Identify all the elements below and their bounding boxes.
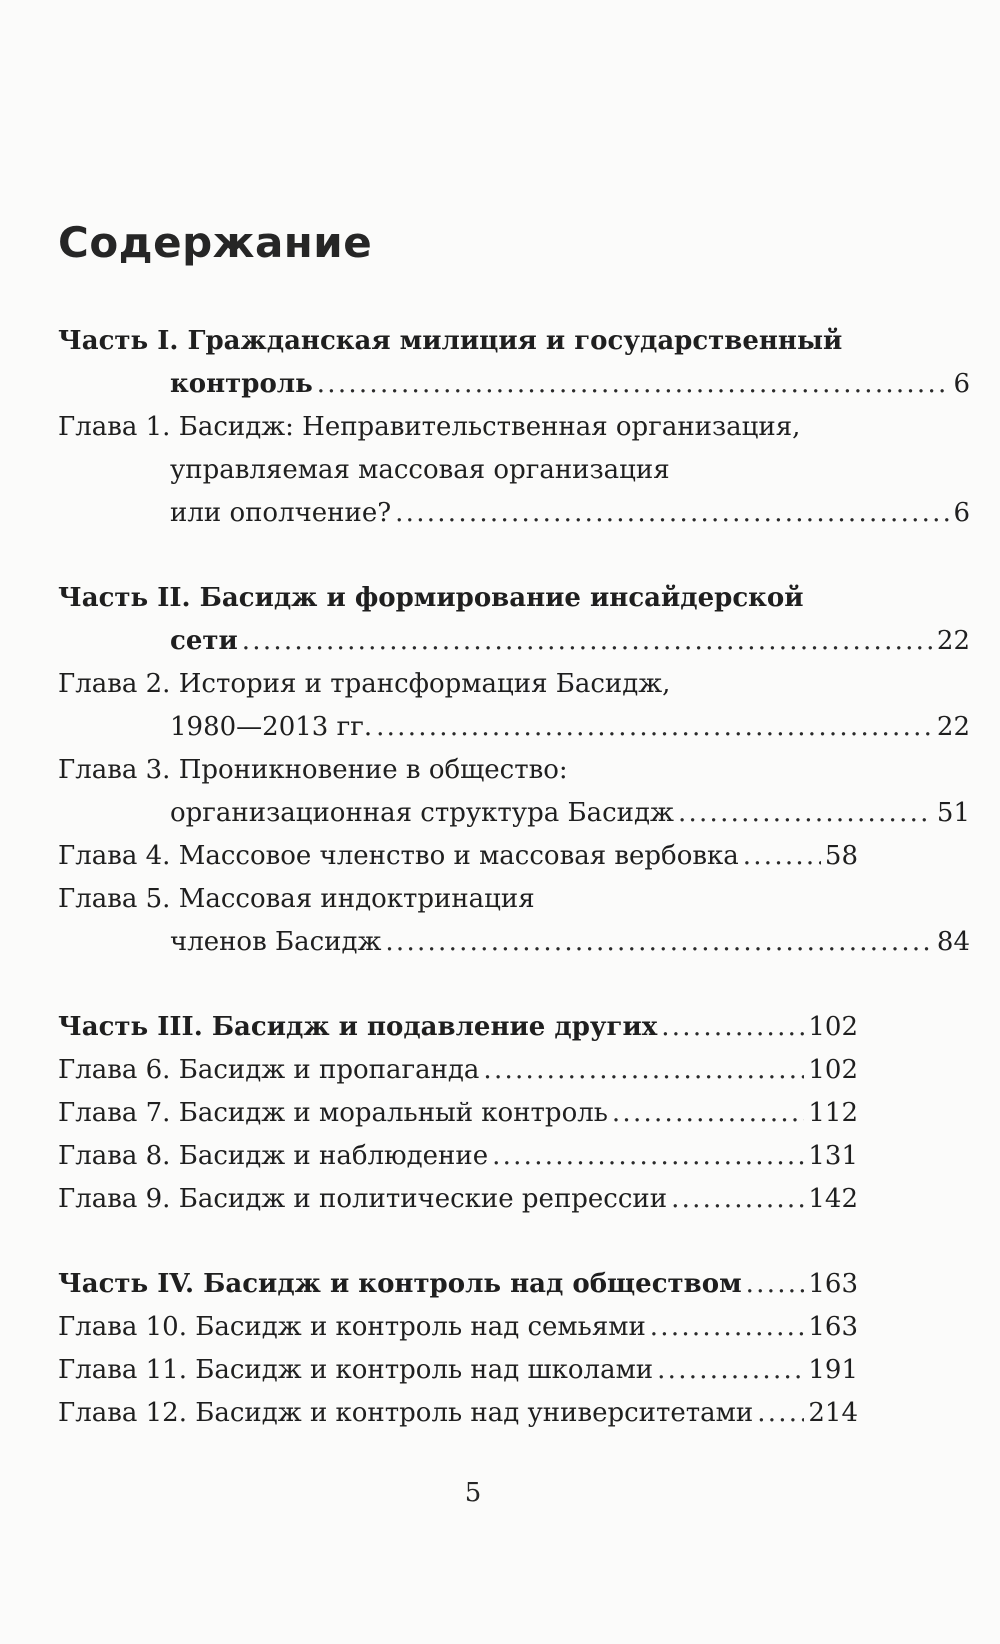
toc-chapter-entry — [58, 1306, 858, 1349]
toc-chapter-entry — [58, 1049, 858, 1092]
page-title: Содержание — [58, 218, 373, 267]
dot-leader — [671, 1178, 804, 1221]
table-of-contents — [58, 320, 970, 1477]
dot-leader — [492, 1135, 804, 1178]
toc-chapter-entry — [58, 835, 858, 878]
chapter-label: Глава 5. — [58, 884, 171, 914]
toc-chapter-entry — [58, 1392, 858, 1435]
page-ref: 142 — [808, 1184, 858, 1214]
dot-leader — [242, 620, 933, 663]
chapter-label: Глава 9. — [58, 1184, 171, 1214]
toc-chapter-entry — [58, 1135, 858, 1178]
dot-leader — [661, 1006, 804, 1049]
chapter-title-line: Басидж: Неправительственная организация, — [178, 412, 801, 442]
chapter-title-line: Массовое членство и массовая вербовка — [178, 841, 739, 871]
chapter-title-line: Басидж и моральный контроль — [178, 1098, 608, 1128]
dot-leader — [385, 921, 933, 964]
chapter-title-line: или ополчение? — [170, 498, 392, 528]
toc-chapter-entry — [58, 749, 970, 835]
toc-part-entry — [58, 1006, 858, 1049]
chapter-title-line: Басидж и контроль над школами — [195, 1355, 654, 1385]
toc-section-part-4 — [58, 1263, 858, 1435]
page-ref: 58 — [824, 841, 858, 871]
chapter-title-line: управляемая массовая организация — [170, 455, 670, 485]
dot-leader — [483, 1049, 804, 1092]
dot-leader — [395, 492, 949, 535]
chapter-label: Глава 11. — [58, 1355, 187, 1385]
dot-leader — [743, 835, 821, 878]
page-ref: 191 — [808, 1355, 858, 1385]
toc-chapter-entry — [58, 878, 970, 964]
toc-part-entry — [58, 577, 970, 663]
toc-section-part-2 — [58, 577, 970, 964]
dot-leader — [746, 1263, 805, 1306]
dot-leader — [650, 1306, 805, 1349]
page-ref: 131 — [808, 1141, 858, 1171]
chapter-title-line: Басидж и контроль над семьями — [195, 1312, 646, 1342]
toc-chapter-entry — [58, 406, 970, 535]
chapter-label: Глава 2. — [58, 669, 171, 699]
toc-chapter-entry — [58, 663, 970, 749]
page-ref: 6 — [953, 498, 970, 528]
dot-leader — [376, 706, 933, 749]
dot-leader — [678, 792, 933, 835]
page-number: 5 — [464, 1478, 482, 1508]
page-ref: 163 — [808, 1312, 858, 1342]
chapter-label: Глава 1. — [58, 412, 171, 442]
page-ref: 84 — [936, 927, 970, 957]
part-label: Часть III. — [58, 1012, 203, 1042]
chapter-title-line: Басидж и политические репрессии — [178, 1184, 668, 1214]
toc-section-part-3 — [58, 1006, 858, 1221]
toc-part-entry — [58, 320, 970, 406]
toc-chapter-entry — [58, 1178, 858, 1221]
chapter-label: Глава 3. — [58, 755, 171, 785]
part-label: Часть IV. — [58, 1269, 195, 1299]
page-ref: 112 — [808, 1098, 858, 1128]
page-ref: 102 — [808, 1055, 858, 1085]
part-title-line: Басидж и подавление других — [211, 1012, 658, 1042]
part-title-line: сети — [170, 626, 238, 656]
chapter-label: Глава 12. — [58, 1398, 187, 1428]
chapter-title-line: Басидж и контроль над университетами — [195, 1398, 754, 1428]
dot-leader — [657, 1349, 804, 1392]
page-ref: 102 — [808, 1012, 858, 1042]
chapter-title-line: 1980—2013 гг. — [170, 712, 373, 742]
chapter-label: Глава 10. — [58, 1312, 187, 1342]
part-title-line: Басидж и формирование инсайдерской — [199, 583, 804, 613]
part-label: Часть I. — [58, 326, 179, 356]
toc-section-part-1 — [58, 320, 970, 535]
toc-chapter-entry — [58, 1092, 858, 1135]
part-title-line: Басидж и контроль над обществом — [203, 1269, 742, 1299]
page-ref: 6 — [953, 369, 970, 399]
toc-part-entry — [58, 1263, 858, 1306]
chapter-label: Глава 6. — [58, 1055, 171, 1085]
chapter-title-line: История и трансформация Басидж, — [178, 669, 671, 699]
chapter-label: Глава 8. — [58, 1141, 171, 1171]
page-ref: 51 — [936, 798, 970, 828]
part-title-line: контроль — [170, 369, 313, 399]
page-ref: 214 — [808, 1398, 858, 1428]
chapter-title-line: Массовая индоктринация — [178, 884, 535, 914]
chapter-title-line: организационная структура Басидж — [170, 798, 674, 828]
dot-leader — [612, 1092, 804, 1135]
part-title-line: Гражданская милиция и государственный — [187, 326, 843, 356]
page-ref: 22 — [936, 626, 970, 656]
chapter-title-line: членов Басидж — [170, 927, 382, 957]
page-ref: 163 — [808, 1269, 858, 1299]
part-label: Часть II. — [58, 583, 191, 613]
page-ref: 22 — [936, 712, 970, 742]
chapter-label: Глава 4. — [58, 841, 171, 871]
toc-chapter-entry — [58, 1349, 858, 1392]
chapter-title-line: Проникновение в общество: — [178, 755, 568, 785]
dot-leader — [757, 1392, 804, 1435]
chapter-title-line: Басидж и наблюдение — [178, 1141, 489, 1171]
chapter-label: Глава 7. — [58, 1098, 171, 1128]
chapter-title-line: Басидж и пропаганда — [178, 1055, 480, 1085]
dot-leader — [317, 363, 950, 406]
